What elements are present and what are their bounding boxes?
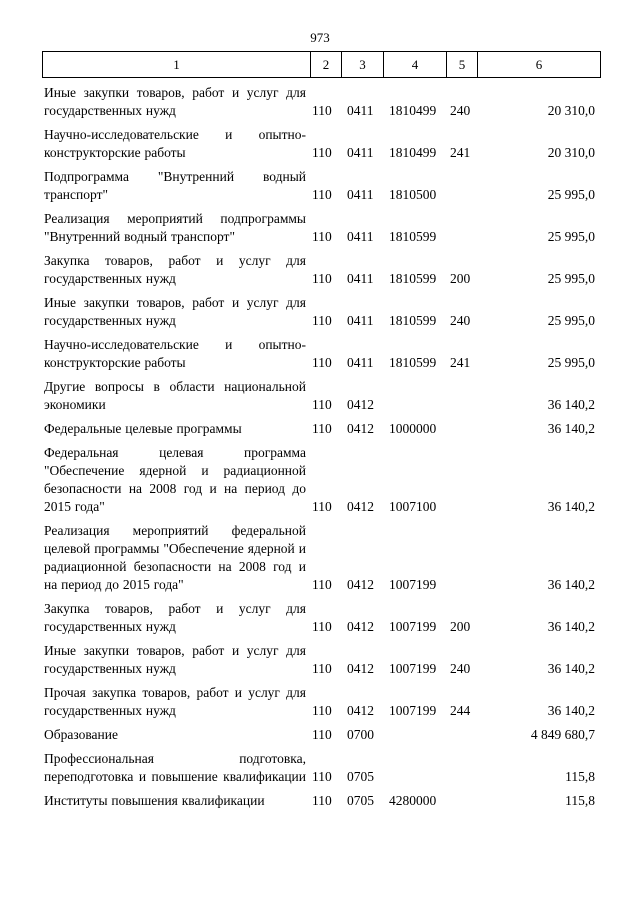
row-expense-type-code: 240 [450, 103, 471, 118]
row-amount: 25 995,0 [547, 313, 595, 328]
table-row [44, 726, 604, 744]
row-amount: 36 140,2 [547, 619, 595, 634]
table-row [44, 642, 604, 678]
row-amount: 20 310,0 [547, 103, 595, 118]
header-col-5: 5 [447, 52, 478, 77]
row-amount: 25 995,0 [547, 271, 595, 286]
row-amount: 36 140,2 [547, 499, 595, 514]
row-grbs-code: 110 [312, 619, 332, 634]
row-section-code: 0411 [347, 103, 374, 118]
row-target-article-code: 1007100 [389, 499, 437, 514]
header-col-3: 3 [342, 52, 384, 77]
row-amount: 36 140,2 [547, 661, 595, 676]
row-grbs-code: 110 [312, 271, 332, 286]
row-name: Институты повышения квалификации [44, 793, 265, 808]
row-name: Федеральная целевая программа "Обеспечение ядерной и радиационной безопасности на 2008 год и на период до 2015 года" [44, 445, 306, 514]
row-expense-type-code: 200 [450, 271, 471, 286]
table-row [44, 126, 604, 162]
row-name: Образование [44, 727, 118, 742]
row-grbs-code: 110 [312, 421, 332, 436]
row-target-article-code: 1007199 [389, 577, 437, 592]
row-grbs-code: 110 [312, 577, 332, 592]
header-col-2: 2 [311, 52, 342, 77]
table-row [44, 84, 604, 120]
row-name: Федеральные целевые программы [44, 421, 242, 436]
row-expense-type-code: 241 [450, 145, 471, 160]
row-section-code: 0412 [347, 703, 374, 718]
table-row [44, 600, 604, 636]
row-section-code: 0412 [347, 499, 374, 514]
row-grbs-code: 110 [312, 145, 332, 160]
row-name: Реализация мероприятий федеральной целевой программы "Обеспечение ядерной и радиационной безопасности на 2008 год и на период до 2015 года" [44, 523, 306, 592]
row-expense-type-code: 200 [450, 619, 471, 634]
row-name: Профессиональная подготовка, переподготовка и повышение квалификации [44, 751, 306, 784]
table-row [44, 750, 604, 786]
row-grbs-code: 110 [312, 187, 332, 202]
row-section-code: 0412 [347, 577, 374, 592]
row-section-code: 0705 [347, 793, 374, 808]
row-expense-type-code: 240 [450, 313, 471, 328]
row-target-article-code: 1007199 [389, 619, 437, 634]
table-row [44, 792, 604, 810]
table-header [42, 51, 601, 78]
row-section-code: 0411 [347, 271, 374, 286]
row-section-code: 0412 [347, 397, 374, 412]
row-section-code: 0700 [347, 727, 374, 742]
row-grbs-code: 110 [312, 793, 332, 808]
row-target-article-code: 1810599 [389, 355, 437, 370]
row-amount: 25 995,0 [547, 229, 595, 244]
row-section-code: 0705 [347, 769, 374, 784]
row-name: Иные закупки товаров, работ и услуг для государственных нужд [44, 85, 306, 118]
row-name: Научно-исследовательские и опытно-конструкторские работы [44, 127, 306, 160]
budget-table-body [44, 84, 604, 816]
row-amount: 25 995,0 [547, 355, 595, 370]
row-target-article-code: 1007199 [389, 703, 437, 718]
header-col-1: 1 [43, 52, 311, 77]
row-name: Реализация мероприятий подпрограммы "Внутренний водный транспорт" [44, 211, 306, 244]
row-name: Иные закупки товаров, работ и услуг для государственных нужд [44, 295, 306, 328]
row-grbs-code: 110 [312, 229, 332, 244]
row-grbs-code: 110 [312, 499, 332, 514]
row-target-article-code: 1810500 [389, 187, 437, 202]
table-row [44, 336, 604, 372]
table-row [44, 522, 604, 594]
row-grbs-code: 110 [312, 769, 332, 784]
row-name: Закупка товаров, работ и услуг для государственных нужд [44, 253, 306, 286]
row-target-article-code: 1000000 [389, 421, 437, 436]
row-section-code: 0412 [347, 619, 374, 634]
row-grbs-code: 110 [312, 103, 332, 118]
header-col-4: 4 [384, 52, 447, 77]
row-amount: 36 140,2 [547, 397, 595, 412]
row-amount: 115,8 [565, 769, 595, 784]
row-target-article-code: 1810499 [389, 145, 437, 160]
row-expense-type-code: 244 [450, 703, 471, 718]
row-target-article-code: 1810499 [389, 103, 437, 118]
table-row [44, 168, 604, 204]
row-name: Прочая закупка товаров, работ и услуг для государственных нужд [44, 685, 306, 718]
table-row [44, 252, 604, 288]
table-row [44, 294, 604, 330]
row-name: Научно-исследовательские и опытно-конструкторские работы [44, 337, 306, 370]
row-amount: 36 140,2 [547, 703, 595, 718]
row-name: Другие вопросы в области национальной экономики [44, 379, 306, 412]
table-row [44, 378, 604, 414]
row-name: Иные закупки товаров, работ и услуг для государственных нужд [44, 643, 306, 676]
table-row [44, 684, 604, 720]
row-target-article-code: 1810599 [389, 229, 437, 244]
row-section-code: 0411 [347, 187, 374, 202]
row-grbs-code: 110 [312, 355, 332, 370]
row-grbs-code: 110 [312, 661, 332, 676]
row-section-code: 0411 [347, 229, 374, 244]
table-row [44, 420, 604, 438]
row-section-code: 0411 [347, 355, 374, 370]
table-row [44, 210, 604, 246]
row-section-code: 0412 [347, 661, 374, 676]
row-section-code: 0411 [347, 313, 374, 328]
row-grbs-code: 110 [312, 703, 332, 718]
row-target-article-code: 1810599 [389, 313, 437, 328]
row-grbs-code: 110 [312, 727, 332, 742]
row-amount: 4 849 680,7 [530, 727, 595, 742]
page-number: 973 [310, 30, 330, 45]
row-target-article-code: 1007199 [389, 661, 437, 676]
row-target-article-code: 1810599 [389, 271, 437, 286]
row-amount: 115,8 [565, 793, 595, 808]
row-grbs-code: 110 [312, 397, 332, 412]
row-amount: 36 140,2 [547, 577, 595, 592]
row-amount: 36 140,2 [547, 421, 595, 436]
row-expense-type-code: 241 [450, 355, 471, 370]
row-amount: 20 310,0 [547, 145, 595, 160]
row-expense-type-code: 240 [450, 661, 471, 676]
row-grbs-code: 110 [312, 313, 332, 328]
row-target-article-code: 4280000 [389, 793, 437, 808]
row-section-code: 0412 [347, 421, 374, 436]
row-amount: 25 995,0 [547, 187, 595, 202]
table-row [44, 444, 604, 516]
row-name: Закупка товаров, работ и услуг для государственных нужд [44, 601, 306, 634]
header-col-6: 6 [535, 56, 543, 72]
row-section-code: 0411 [347, 145, 374, 160]
row-name: Подпрограмма "Внутренний водный транспорт" [44, 169, 306, 202]
